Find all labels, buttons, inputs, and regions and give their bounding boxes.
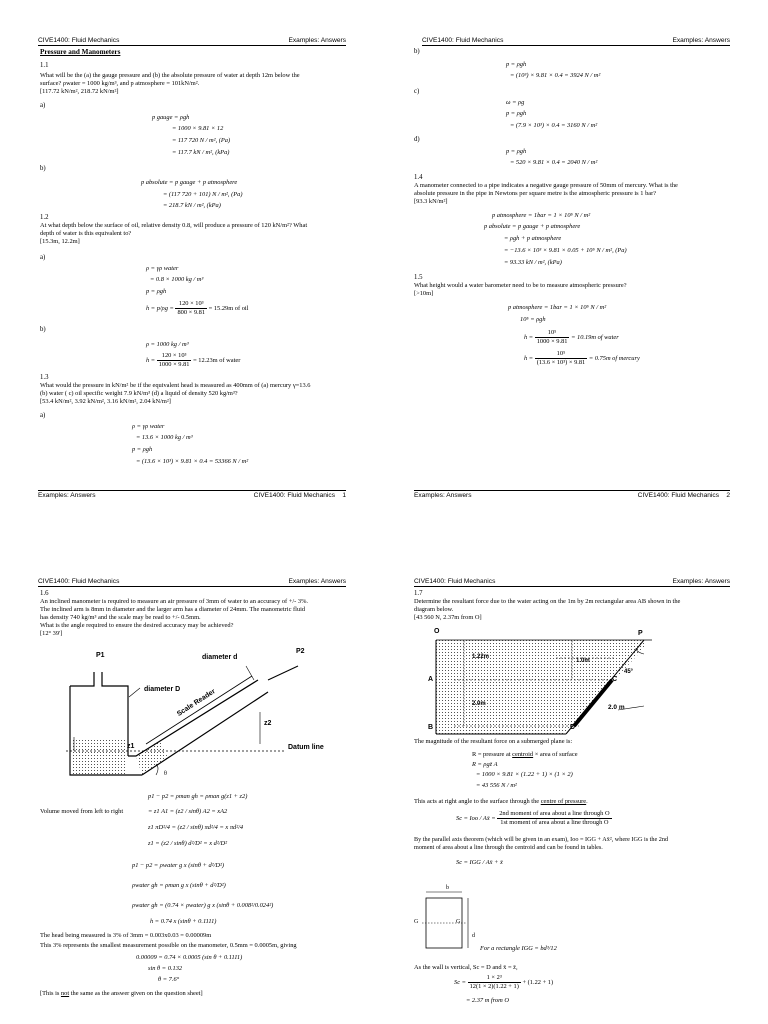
body-text: Volume moved from left to right [40, 808, 124, 815]
footer-left: Examples: Answers [38, 492, 96, 499]
label-B: B [428, 724, 434, 731]
question-text: surface? ρwater = 1000 kg/m³, and p atmosphere = 101kN/m². [40, 80, 200, 87]
fraction [535, 329, 570, 346]
answer-text: [>10m] [414, 290, 434, 297]
part-label: a) [40, 254, 46, 261]
answer-text: [15.3m, 12.2m] [40, 238, 80, 245]
page-1 [0, 0, 384, 512]
part-label: b) [40, 165, 46, 172]
equation: R = ρgz̄ A [472, 761, 498, 768]
eq-lhs: Sc = [454, 978, 466, 986]
header-section: Examples: Answers [672, 37, 730, 44]
eq-part: × area of surface [533, 751, 578, 758]
question-text: diagram below. [414, 606, 454, 613]
equation-fraction [454, 974, 553, 991]
note-text [40, 990, 203, 998]
part-label: a) [40, 102, 46, 109]
label-G-left: G [414, 919, 419, 925]
question-text: What is the angle required to ensure the desired accuracy may be achieved? [40, 622, 234, 629]
equation: = ρgh + p atmosphere [504, 235, 562, 242]
label-diameter-d: diameter d [202, 654, 238, 661]
equation: 0.00009 = 0.74 × 0.0005 (sin θ + 0.1111) [136, 954, 243, 961]
equation: ρwater gh = ρman g x (sinθ + d²/D²) [132, 882, 226, 889]
fraction [175, 300, 207, 317]
equation-fraction [524, 350, 640, 367]
equation: ρ = 1000 kg / m³ [146, 341, 189, 348]
eq-lhs: h = [524, 333, 534, 341]
question-text: absolute pressure in the pipe in Newtons per square metre is the atmospheric pressure is 1 bar? [414, 190, 657, 197]
page-header [422, 37, 730, 46]
numerator: 2nd moment of area about a line through O [499, 810, 610, 817]
label-diameter-D: diameter D [144, 686, 181, 693]
question-text: An inclined manometer is required to measure an air pressure of 3mm of water to an accuracy of +/- 3%. [40, 598, 309, 605]
label-scale-reader: Scale Reader [176, 688, 217, 718]
equation: ρ = γρ water [132, 423, 165, 430]
eq-rhs: = 12.23m of water [193, 356, 241, 364]
question-number: 1.5 [414, 274, 423, 281]
label-p2: P2 [296, 648, 305, 655]
denominator: 1000 × 9.81 [158, 361, 190, 368]
text-emphasis: centre of pressure [540, 798, 587, 805]
label-z2: z2 [264, 720, 272, 727]
equation: = 1000 × 9.81 × 12 [172, 125, 224, 132]
equation-fraction [146, 300, 248, 317]
label-D: D [570, 724, 576, 731]
page-3 [0, 512, 384, 1024]
label-z1: z1 [127, 743, 135, 750]
equation: p atmosphere = 1bar = 1 × 10⁵ N / m² [492, 212, 591, 219]
fraction [157, 352, 192, 369]
equation: p1 − p2 = ρwater g x (sinθ + d²/D²) [132, 862, 225, 869]
equation: = 13.6 × 1000 kg / m³ [136, 434, 193, 441]
label-G-right: G [456, 919, 461, 925]
part-label: d) [414, 136, 420, 143]
page-2 [384, 0, 768, 512]
denominator: (13.6 × 10³) × 9.81 [536, 359, 586, 366]
equation: = 218.7 kN / m², (kPa) [163, 202, 221, 209]
equation: p absolute = p gauge + p atmosphere [141, 179, 238, 186]
header-course: CIVE1400: Fluid Mechanics [422, 37, 504, 44]
numerator: 120 × 10³ [157, 352, 192, 361]
footer-right [638, 492, 730, 499]
equation [472, 751, 578, 759]
page-header [414, 578, 730, 587]
footer-course: CIVE1400: Fluid Mechanics [253, 492, 335, 499]
eq-rhs: = 10.19m of water [571, 333, 619, 341]
numerator: 120 × 10³ [175, 300, 207, 309]
equation: p absolute = p gauge + p atmosphere [484, 223, 581, 230]
question-text: A manometer connected to a pipe indicates a negative gauge pressure of 50mm of mercury. What is the [414, 182, 678, 189]
note-post: the same as the answer given on the question sheet] [69, 990, 203, 997]
denominator: 12(1 × 2)(1.22 + 1) [469, 983, 519, 990]
label-datum-line: Datum line [288, 744, 324, 751]
question-text: Determine the resultant force due to the water acting on the 1m by 2m rectangular area AB shown in the [414, 598, 681, 605]
equation: p = ρgh [506, 61, 527, 68]
equation: = 43 556 N / m² [476, 782, 517, 789]
part-label: a) [40, 412, 46, 419]
question-number: 1.2 [40, 214, 49, 221]
equation: = 2.37 m from O [466, 997, 509, 1004]
part-label: b) [40, 326, 46, 333]
eq-part: R = pressure at [472, 751, 513, 758]
question-text: What height would a water barometer need to be to measure atmospheric pressure? [414, 282, 627, 289]
answer-text: [117.72 kN/m², 218.72 kN/m²] [40, 88, 119, 95]
body-text: The magnitude of the resultant force on a submerged plane is: [414, 738, 573, 745]
equation: = 1000 × 9.81 × (1.22 + 1) × (1 × 2) [476, 771, 573, 778]
equation: ω = ρg [506, 99, 525, 106]
eq-rhs: = 0.75m of mercury [588, 354, 640, 362]
label-d: d [472, 933, 475, 939]
page-header [38, 37, 346, 46]
equation: θ = 7.6° [158, 976, 180, 983]
section-title: Pressure and Manometers [40, 48, 121, 56]
question-text: depth of water is this equivalent to? [40, 230, 132, 237]
label-1-22m: 1.22m [472, 654, 490, 660]
page-number: 1 [342, 492, 346, 499]
eq-rhs: + (1.22 + 1) [522, 978, 554, 986]
question-number: 1.4 [414, 174, 423, 181]
body-text: By the parallel axis theorem (which will be given in an exam), Ioo = IGG + Ax̄², where IGG is the 2nd [414, 836, 669, 843]
equation: p gauge = ρgh [152, 114, 190, 121]
fraction [535, 350, 588, 367]
text-part: . [586, 798, 588, 805]
footer-course: CIVE1400: Fluid Mechanics [637, 492, 719, 499]
header-course: CIVE1400: Fluid Mechanics [38, 578, 120, 585]
equation: = z1 A1 = (z2 / sinθ) A2 = xA2 [148, 808, 228, 815]
label-b: b [446, 885, 449, 891]
eq-rhs: = 15.29m of oil [208, 304, 249, 312]
label-2-0m: 2.0m [472, 701, 486, 707]
inclined-manometer-diagram [36, 640, 356, 790]
question-number: 1.7 [414, 590, 423, 597]
header-section: Examples: Answers [288, 578, 346, 585]
equation: = 117 720 N / m², (Pa) [172, 137, 231, 144]
fraction [468, 974, 521, 991]
equation: p = ρgh [146, 288, 167, 295]
equation: p = ρgh [132, 446, 153, 453]
eq-centroid: centroid [512, 751, 534, 758]
label-theta: θ [164, 771, 167, 777]
fraction [497, 810, 611, 827]
body-text [414, 798, 588, 806]
page-number: 2 [726, 492, 730, 499]
question-text: What would the pressure in kN/m² be if the equivalent head is measured as 400mm of (a) mercury γ=13.6 [40, 382, 311, 389]
header-course: CIVE1400: Fluid Mechanics [38, 37, 120, 44]
page-4 [384, 512, 768, 1024]
equation: p = ρgh [506, 110, 527, 117]
question-text: (b) water ( c) oil specific weight 7.9 kN/m³ (d) a liquid of density 520 kg/m³? [40, 390, 238, 397]
eq-lhs: h = p/ρg = [146, 304, 176, 312]
label-p1: P1 [96, 652, 105, 659]
equation: = 520 × 9.81 × 0.4 = 2040 N / m² [510, 159, 598, 166]
rectangle-formula: For a rectangle IGG = bd³/12 [480, 945, 557, 952]
label-45-deg: 45° [624, 669, 634, 675]
equation: z1 = (z2 / sinθ) d²/D² = x d²/D² [148, 840, 228, 847]
label-C: C [612, 676, 618, 683]
numerator: 10⁵ [535, 329, 570, 338]
body-text: As the wall is vertical, Sc = D and x̄ = z̄, [414, 964, 518, 971]
equation: = (117 720 + 101) N / m², (Pa) [163, 191, 243, 198]
equation-fraction [524, 329, 619, 346]
answer-text: [43 560 N, 2.37m from O] [414, 614, 482, 621]
eq-lhs: h = [524, 354, 534, 362]
equation: = (7.9 × 10³) × 0.4 = 3160 N / m² [510, 122, 598, 129]
denominator: 800 × 9.81 [177, 309, 206, 316]
page-footer [414, 490, 730, 499]
question-text: The inclined arm is 8mm in diameter and the larger arm has a diameter of 24mm. The manometric fluid [40, 606, 306, 613]
eq-lhs: h = [146, 356, 156, 364]
numerator: 10⁵ [535, 350, 588, 359]
label-2-0-m: 2.0 m [608, 704, 625, 711]
equation-fraction [456, 810, 612, 827]
label-A: A [428, 676, 434, 683]
equation: = −13.6 × 10³ × 9.81 × 0.05 + 10⁵ N / m², (Pa) [504, 247, 627, 254]
equation-fraction [146, 352, 240, 369]
body-text: This 3% represents the smallest measurement possible on the manometer, 0.5mm = 0.0005m, giving [40, 942, 297, 949]
question-number: 1.3 [40, 374, 49, 381]
body-text: The head being measured is 3% of 3mm = 0.003x0.03 = 0.00009m [40, 932, 212, 939]
equation: z1 πD²/4 = (z2 / sinθ) πd²/4 = x πd²/4 [148, 824, 244, 831]
equation: p1 − p2 = ρman gh = ρman g(z1 + z2) [148, 793, 248, 800]
question-number: 1.1 [40, 62, 49, 69]
label-O: O [434, 628, 440, 635]
page-footer [38, 490, 346, 499]
answer-text: [12° 39'] [40, 630, 63, 637]
question-number: 1.6 [40, 590, 49, 597]
header-section: Examples: Answers [672, 578, 730, 585]
equation: 10⁵ = ρgh [520, 316, 546, 323]
footer-left: Examples: Answers [414, 492, 472, 499]
body-text: moment of area about a line through the centroid and can be found in tables. [414, 844, 603, 851]
equation: h = 0.74 x (sinθ + 0.1111) [150, 918, 217, 925]
question-text: At what depth below the surface of oil, relative density 0.8, will produce a pressure of 120 kN/m²? What [40, 222, 308, 229]
header-course: CIVE1400: Fluid Mechanics [414, 578, 496, 585]
equation: ρwater gh = (0.74 × ρwater) g x (sinθ + 0.008²/0.024²) [132, 902, 274, 909]
equation: = 0.8 × 1000 kg / m³ [150, 276, 204, 283]
answer-text: [53.4 kN/m², 3.92 kN/m², 3.16 kN/m², 2.04 kN/m²] [40, 398, 171, 405]
equation: p atmosphere = 1bar = 1 × 10⁵ N / m² [508, 304, 607, 311]
eq-lhs: Sc = Ioo / Ax̄ = [456, 814, 496, 822]
part-label: c) [414, 88, 420, 95]
question-text: What will be the (a) the gauge pressure and (b) the absolute pressure of water at depth 12m below the [40, 72, 300, 79]
question-text: has density 740 kg/m³ and the scale may be read to +/- 0.5mm. [40, 614, 201, 621]
note-emphasis: not [60, 990, 70, 997]
equation: p = ρgh [506, 148, 527, 155]
denominator: 1st moment of area about a line through O [500, 819, 609, 826]
label-P: P [638, 630, 643, 637]
equation: = (10³) × 9.81 × 0.4 = 3924 N / m² [510, 72, 601, 79]
equation: ρ = γρ water [146, 265, 179, 272]
note-pre: [This is [40, 990, 61, 997]
page-header [38, 578, 346, 587]
numerator: 1 × 2³ [468, 974, 521, 983]
answer-text: [93.3 kN/m²] [414, 198, 448, 205]
part-label: b) [414, 48, 420, 55]
text-part: This acts at right angle to the surface through the [414, 798, 541, 805]
equation: = (13.6 × 10³) × 9.81 × 0.4 = 53366 N / m² [136, 458, 249, 465]
equation: sin θ = 0.132 [148, 965, 183, 972]
equation: = 93.33 kN / m², (kPa) [504, 259, 562, 266]
equation: Sc = IGG / Ax̄ + x̄ [456, 859, 503, 866]
footer-right [254, 492, 346, 499]
header-section: Examples: Answers [288, 37, 346, 44]
equation: = 117.7 kN / m², (kPa) [172, 149, 230, 156]
submerged-plane-diagram [414, 624, 744, 736]
label-1-0m: 1.0m [576, 658, 590, 664]
denominator: 1000 × 9.81 [536, 338, 568, 345]
